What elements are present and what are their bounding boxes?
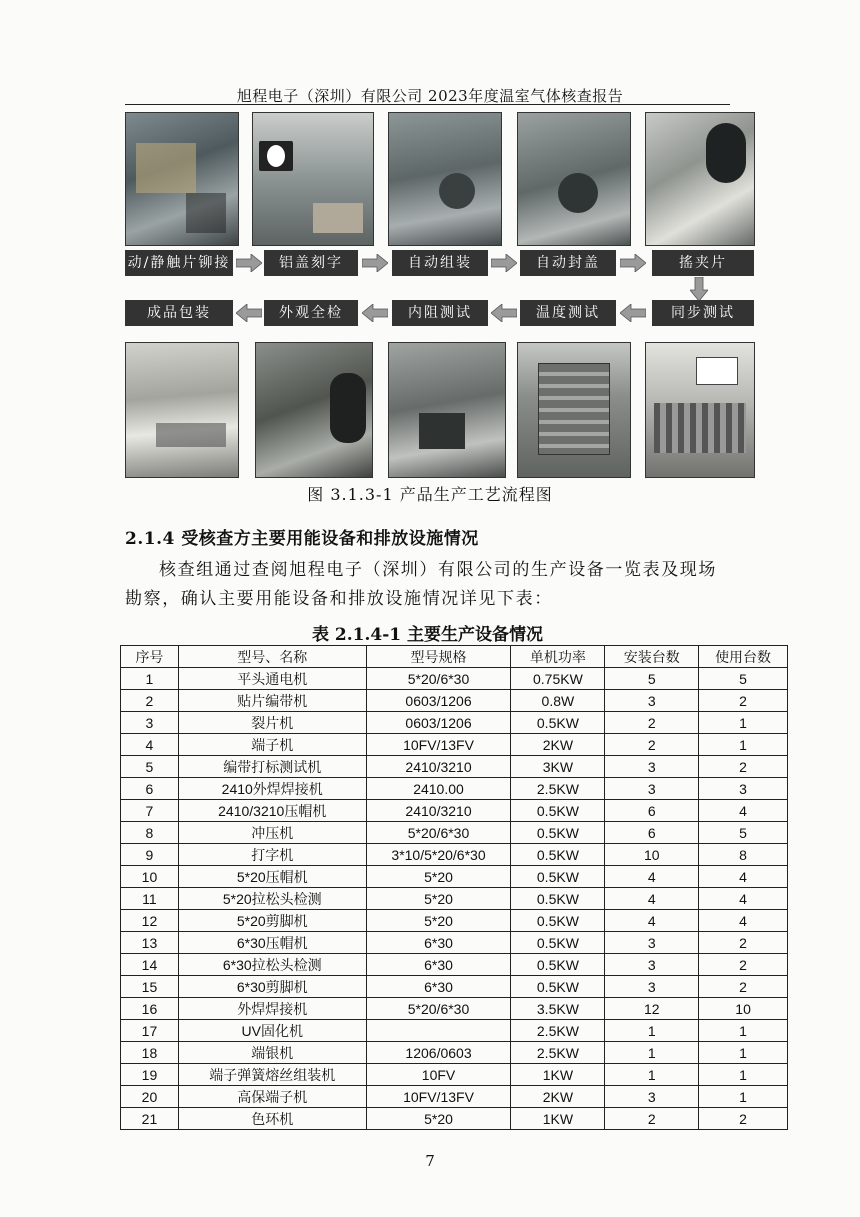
table-cell: 1 bbox=[699, 712, 788, 734]
table-cell: 5*20 bbox=[366, 1108, 511, 1130]
table-cell: 6 bbox=[605, 800, 699, 822]
table-cell: 3*10/5*20/6*30 bbox=[366, 844, 511, 866]
process-photo bbox=[252, 112, 374, 246]
table-cell: 3.5KW bbox=[511, 998, 605, 1020]
flow-step: 外观全检 bbox=[264, 300, 358, 326]
flow-step: 内阻测试 bbox=[392, 300, 488, 326]
process-photo bbox=[645, 342, 755, 478]
table-cell: 6 bbox=[605, 822, 699, 844]
table-cell: 6*30压帽机 bbox=[178, 932, 366, 954]
arrow-left-icon bbox=[362, 304, 388, 322]
table-row bbox=[121, 888, 788, 910]
table-cell: 0.75KW bbox=[511, 668, 605, 690]
table-cell: 2410外焊焊接机 bbox=[178, 778, 366, 800]
table-cell: 端子机 bbox=[178, 734, 366, 756]
table-cell: 5*20/6*30 bbox=[366, 668, 511, 690]
arrow-left-icon bbox=[620, 304, 646, 322]
table-cell: 10 bbox=[121, 866, 179, 888]
table-cell: 1 bbox=[605, 1020, 699, 1042]
table-cell: 1 bbox=[699, 734, 788, 756]
table-cell: 12 bbox=[605, 998, 699, 1020]
table-cell: 3 bbox=[699, 778, 788, 800]
table-cell: 2KW bbox=[511, 734, 605, 756]
table-cell: 2.5KW bbox=[511, 1042, 605, 1064]
flow-step: 搖夹片 bbox=[652, 250, 754, 276]
table-cell: 5 bbox=[605, 668, 699, 690]
table-cell: 2.5KW bbox=[511, 1020, 605, 1042]
table-cell: 5*20/6*30 bbox=[366, 998, 511, 1020]
table-cell: 18 bbox=[121, 1042, 179, 1064]
table-row bbox=[121, 668, 788, 690]
process-photo bbox=[517, 342, 631, 478]
equipment-table bbox=[120, 645, 788, 1130]
figure-caption: 图 3.1.3-1 产品生产工艺流程图 bbox=[307, 485, 553, 504]
table-cell: 端银机 bbox=[178, 1042, 366, 1064]
table-row bbox=[121, 822, 788, 844]
table-cell: 冲压机 bbox=[178, 822, 366, 844]
table-cell: 0.5KW bbox=[511, 954, 605, 976]
table-cell: 6*30剪脚机 bbox=[178, 976, 366, 998]
table-cell: 4 bbox=[605, 866, 699, 888]
flow-step: 自动封盖 bbox=[520, 250, 616, 276]
table-cell: 2 bbox=[699, 690, 788, 712]
table-cell: 1KW bbox=[511, 1108, 605, 1130]
table-cell: 0.8W bbox=[511, 690, 605, 712]
flow-step: 铝盖刻字 bbox=[264, 250, 358, 276]
process-photo bbox=[645, 112, 755, 246]
flow-step: 自动组装 bbox=[392, 250, 488, 276]
table-cell: 2410/3210 bbox=[366, 756, 511, 778]
table-cell: 3 bbox=[605, 1086, 699, 1108]
table-cell: 4 bbox=[699, 888, 788, 910]
table-cell: 1 bbox=[699, 1086, 788, 1108]
table-row bbox=[121, 1064, 788, 1086]
process-photo bbox=[125, 112, 239, 246]
table-cell bbox=[366, 1020, 511, 1042]
flow-step: 温度测试 bbox=[520, 300, 616, 326]
table-cell: 0.5KW bbox=[511, 712, 605, 734]
table-cell: 2 bbox=[699, 976, 788, 998]
table-cell: 1 bbox=[121, 668, 179, 690]
column-header: 安装台数 bbox=[605, 646, 699, 668]
table-cell: 4 bbox=[605, 888, 699, 910]
table-cell: 6*30拉松头检测 bbox=[178, 954, 366, 976]
table-cell: 0.5KW bbox=[511, 888, 605, 910]
page-number: 7 bbox=[425, 1152, 435, 1170]
table-cell: 4 bbox=[699, 800, 788, 822]
arrow-left-icon bbox=[236, 304, 262, 322]
table-cell: 2 bbox=[605, 734, 699, 756]
table-cell: 4 bbox=[121, 734, 179, 756]
table-cell: 3 bbox=[605, 690, 699, 712]
table-header-row bbox=[121, 646, 788, 668]
column-header: 序号 bbox=[121, 646, 179, 668]
table-cell: 高保端子机 bbox=[178, 1086, 366, 1108]
table-row bbox=[121, 1042, 788, 1064]
table-cell: 21 bbox=[121, 1108, 179, 1130]
table-row bbox=[121, 756, 788, 778]
table-cell: 4 bbox=[699, 910, 788, 932]
table-cell: 3 bbox=[121, 712, 179, 734]
table-cell: 6*30 bbox=[366, 954, 511, 976]
table-cell: 10 bbox=[699, 998, 788, 1020]
table-cell: 5*20拉松头检测 bbox=[178, 888, 366, 910]
table-cell: 5*20/6*30 bbox=[366, 822, 511, 844]
table-cell: 2 bbox=[699, 756, 788, 778]
table-cell: 0.5KW bbox=[511, 866, 605, 888]
table-cell: 13 bbox=[121, 932, 179, 954]
table-cell: 0.5KW bbox=[511, 844, 605, 866]
table-cell: 打字机 bbox=[178, 844, 366, 866]
process-photo bbox=[125, 342, 239, 478]
table-cell: 14 bbox=[121, 954, 179, 976]
table-cell: 20 bbox=[121, 1086, 179, 1108]
table-cell: 编带打标测试机 bbox=[178, 756, 366, 778]
table-cell: 15 bbox=[121, 976, 179, 998]
table-row bbox=[121, 734, 788, 756]
table-row bbox=[121, 778, 788, 800]
table-row bbox=[121, 976, 788, 998]
table-cell: 2 bbox=[605, 712, 699, 734]
table-cell: 6 bbox=[121, 778, 179, 800]
table-cell: 8 bbox=[121, 822, 179, 844]
table-cell: 10 bbox=[605, 844, 699, 866]
table-cell: 0.5KW bbox=[511, 932, 605, 954]
column-header: 使用台数 bbox=[699, 646, 788, 668]
table-cell: 2410.00 bbox=[366, 778, 511, 800]
flow-step: 成品包装 bbox=[125, 300, 233, 326]
table-cell: 0.5KW bbox=[511, 822, 605, 844]
table-cell: 7 bbox=[121, 800, 179, 822]
table-cell: 2 bbox=[699, 1108, 788, 1130]
table-cell: 裂片机 bbox=[178, 712, 366, 734]
table-cell: 6*30 bbox=[366, 932, 511, 954]
table-cell: 1 bbox=[699, 1042, 788, 1064]
table-cell: 5*20 bbox=[366, 888, 511, 910]
table-cell: 3 bbox=[605, 756, 699, 778]
table-cell: 平头通电机 bbox=[178, 668, 366, 690]
column-header: 单机功率 bbox=[511, 646, 605, 668]
table-cell: 11 bbox=[121, 888, 179, 910]
table-cell: 19 bbox=[121, 1064, 179, 1086]
table-row bbox=[121, 932, 788, 954]
table-cell: 17 bbox=[121, 1020, 179, 1042]
arrow-left-icon bbox=[491, 304, 517, 322]
table-cell: 2 bbox=[605, 1108, 699, 1130]
table-cell: 0603/1206 bbox=[366, 690, 511, 712]
table-cell: 2410/3210 bbox=[366, 800, 511, 822]
table-cell: 外焊焊接机 bbox=[178, 998, 366, 1020]
table-cell: 1 bbox=[699, 1020, 788, 1042]
table-cell: 端子弹簧熔丝组装机 bbox=[178, 1064, 366, 1086]
paragraph-line: 核查组通过查阅旭程电子（深圳）有限公司的生产设备一览表及现场 bbox=[159, 560, 717, 580]
table-cell: 2.5KW bbox=[511, 778, 605, 800]
flow-step: 动/静触片铆接 bbox=[125, 250, 233, 276]
table-row bbox=[121, 954, 788, 976]
table-cell: 5*20 bbox=[366, 910, 511, 932]
column-header: 型号规格 bbox=[366, 646, 511, 668]
table-cell: 3KW bbox=[511, 756, 605, 778]
table-cell: 8 bbox=[699, 844, 788, 866]
process-photo bbox=[255, 342, 373, 478]
table-row bbox=[121, 712, 788, 734]
arrow-right-icon bbox=[236, 254, 262, 272]
table-row bbox=[121, 690, 788, 712]
table-cell: 5*20剪脚机 bbox=[178, 910, 366, 932]
table-title: 表 2.1.4-1 主要生产设备情况 bbox=[311, 625, 544, 645]
process-photo bbox=[388, 112, 502, 246]
arrow-right-icon bbox=[620, 254, 646, 272]
table-cell: 0603/1206 bbox=[366, 712, 511, 734]
table-cell: 1 bbox=[605, 1064, 699, 1086]
section-heading: 2.1.4 受核查方主要用能设备和排放设施情况 bbox=[125, 529, 479, 549]
table-cell: 2 bbox=[121, 690, 179, 712]
table-cell: 5*20压帽机 bbox=[178, 866, 366, 888]
table-cell: UV固化机 bbox=[178, 1020, 366, 1042]
table-row bbox=[121, 866, 788, 888]
header-rule bbox=[125, 104, 730, 105]
table-cell: 0.5KW bbox=[511, 976, 605, 998]
table-cell: 4 bbox=[605, 910, 699, 932]
table-cell: 贴片编带机 bbox=[178, 690, 366, 712]
table-cell: 3 bbox=[605, 976, 699, 998]
table-row bbox=[121, 800, 788, 822]
table-cell: 10FV/13FV bbox=[366, 1086, 511, 1108]
table-cell: 3 bbox=[605, 954, 699, 976]
arrow-right-icon bbox=[362, 254, 388, 272]
table-cell: 2410/3210压帽机 bbox=[178, 800, 366, 822]
table-row bbox=[121, 910, 788, 932]
table-cell: 3 bbox=[605, 932, 699, 954]
table-cell: 2KW bbox=[511, 1086, 605, 1108]
table-cell: 0.5KW bbox=[511, 910, 605, 932]
process-photo bbox=[517, 112, 631, 246]
arrow-right-icon bbox=[491, 254, 517, 272]
table-row bbox=[121, 1020, 788, 1042]
table-cell: 5*20 bbox=[366, 866, 511, 888]
table-row bbox=[121, 998, 788, 1020]
column-header: 型号、名称 bbox=[178, 646, 366, 668]
arrow-down-icon bbox=[690, 277, 708, 301]
table-cell: 色环机 bbox=[178, 1108, 366, 1130]
table-cell: 0.5KW bbox=[511, 800, 605, 822]
table-cell: 5 bbox=[121, 756, 179, 778]
table-cell: 6*30 bbox=[366, 976, 511, 998]
table-cell: 1KW bbox=[511, 1064, 605, 1086]
table-cell: 10FV/13FV bbox=[366, 734, 511, 756]
table-cell: 1206/0603 bbox=[366, 1042, 511, 1064]
table-cell: 2 bbox=[699, 932, 788, 954]
table-cell: 1 bbox=[699, 1064, 788, 1086]
table-cell: 2 bbox=[699, 954, 788, 976]
table-cell: 9 bbox=[121, 844, 179, 866]
table-cell: 1 bbox=[605, 1042, 699, 1064]
paragraph-line: 勘察，确认主要用能设备和排放设施情况详见下表： bbox=[125, 589, 553, 609]
table-cell: 5 bbox=[699, 822, 788, 844]
table-row bbox=[121, 1108, 788, 1130]
table-row bbox=[121, 1086, 788, 1108]
table-cell: 5 bbox=[699, 668, 788, 690]
page-header: 旭程电子（深圳）有限公司 2023年度温室气体核查报告 bbox=[236, 87, 624, 105]
table-cell: 3 bbox=[605, 778, 699, 800]
table-cell: 4 bbox=[699, 866, 788, 888]
process-photo bbox=[388, 342, 506, 478]
table-row bbox=[121, 844, 788, 866]
table-cell: 10FV bbox=[366, 1064, 511, 1086]
flow-step: 同步测试 bbox=[652, 300, 754, 326]
table-cell: 16 bbox=[121, 998, 179, 1020]
table-cell: 12 bbox=[121, 910, 179, 932]
